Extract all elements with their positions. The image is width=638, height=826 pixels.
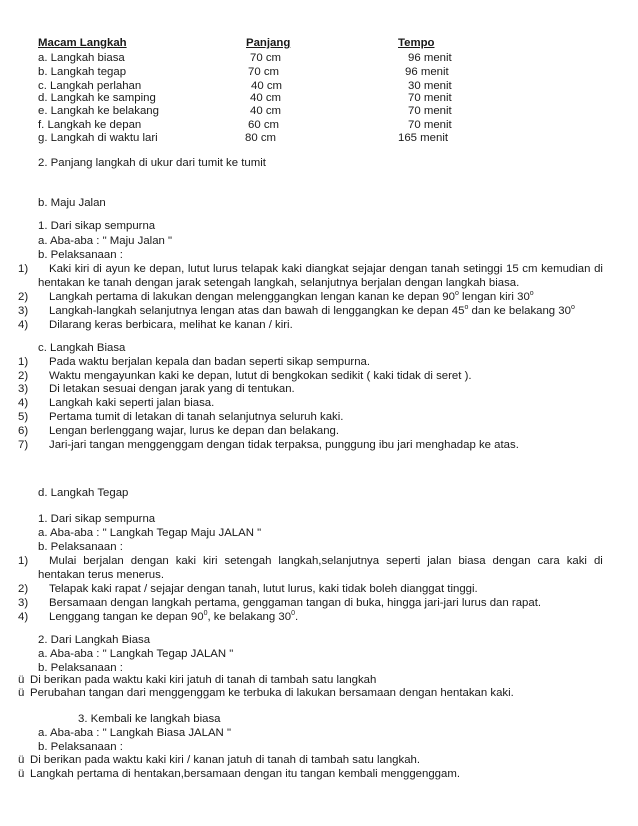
justified-line [49,554,603,568]
word: diangkat [305,263,349,275]
word: seperti [386,555,421,567]
table-cell: 40 cm [251,80,283,92]
header-panjang: Panjang [246,37,291,49]
item-text: Bersamaan dengan langkah pertama, genggaman tangan di buka, hingga jari-jari lurus dan rapat. [49,597,542,609]
item-text: Langkah pertama di lakukan dengan melenggangkan lengan kanan ke depan 90$^o$ lengan kiri 30$^o$ [49,290,534,303]
item-number: 4) [18,397,29,409]
word: Mulai [49,555,77,567]
item-text: hentakan ke tanah dengan jarak setengah langkah, selanjutnya berjalan dengan langkah biasa. [38,277,520,289]
table-cell: 40 cm [250,105,282,117]
item-number: 4) [18,611,29,623]
table-cell: c. Langkah perlahan [38,80,142,92]
table-cell: 165 menit [398,132,449,144]
item-text: Pada waktu berjalan kepala dan badan seperti sikap sempurna. [49,356,371,368]
word: dengan [130,555,169,567]
word: berjalan [83,555,124,567]
word: kaki [566,555,587,567]
word: biasa [458,555,486,567]
word: sejajar [352,263,386,275]
item-number: 7) [18,439,29,451]
word: ke [133,263,146,275]
table-cell: 40 cm [250,92,282,104]
checkmark-bullet: ü [18,754,25,766]
table-cell: b. Langkah tegap [38,66,127,78]
word: 15 [506,263,519,275]
word: kiri [74,263,90,275]
checkmark-bullet: ü [18,674,25,686]
command-line: a. Aba-aba : " Langkah Biasa JALAN " [38,727,231,739]
subsection-heading: 1. Dari sikap sempurna [38,513,156,525]
section-title-maju-jalan: b. Maju Jalan [38,197,106,209]
item-text: Langkah kaki seperti jalan biasa. [49,397,215,409]
word: tanah [431,263,460,275]
item-number: 1) [18,555,29,567]
word: Kaki [49,263,72,275]
table-cell: 80 cm [245,132,277,144]
bullet-text: Di berikan pada waktu kaki kiri / kanan jatuh di tanah di tambah satu langkah. [30,754,421,766]
word: setinggi [463,263,503,275]
table-cell: 96 menit [405,66,449,78]
word: kiri [202,555,218,567]
table-cell: 60 cm [248,119,280,131]
command-line: a. Aba-aba : " Langkah Tegap JALAN " [38,648,234,660]
section-title-langkah-biasa: c. Langkah Biasa [38,342,126,354]
word: di [594,263,603,275]
word: cm [522,263,538,275]
table-cell: 70 cm [248,66,280,78]
bullet-text: Langkah pertama di hentakan,bersamaan dengan itu tangan kembali menggenggam. [30,768,460,780]
item-number: 5) [18,411,29,423]
item-text: Langkah-langkah selanjutnya lengan atas dan bawah di lenggangkan ke depan 45$^o$ dan ke belakang 30$^o$ [49,304,575,317]
word: cara [537,555,560,567]
command-line: a. Aba-aba : " Langkah Tegap Maju JALAN " [38,527,262,539]
word: kaki [281,263,302,275]
justified-line [49,262,603,276]
execution-label: b. Pelaksanaan : [38,249,123,261]
table-cell: f. Langkah ke depan [38,119,142,131]
word: jalan [427,555,452,567]
item-text: hentakan terus menerus. [38,569,165,581]
item-text: Jari-jari tangan menggenggam dengan tidak terpaksa, punggung ibu jari menghadap ke atas. [49,439,519,451]
header-tempo: Tempo [398,37,435,49]
bullet-text: Perubahan tangan dari menggenggam ke terbuka di lakukan bersamaan dengan hentakan kaki. [30,687,514,699]
word: dengan [492,555,531,567]
table-cell: 30 menit [408,80,452,92]
subsection-heading: 2. Dari Langkah Biasa [38,634,151,646]
checkmark-bullet: ü [18,687,25,699]
item-number: 6) [18,425,29,437]
note-measurement: 2. Panjang langkah di ukur dari tumit ke tumit [38,157,266,169]
execution-label: b. Pelaksanaan : [38,662,123,674]
item-text: Lengan berlenggang wajar, lurus ke depan dan belakang. [49,425,340,437]
execution-label: b. Pelaksanaan : [38,541,123,553]
table-cell: 96 menit [408,52,452,64]
section-title-langkah-tegap: d. Langkah Tegap [38,487,129,499]
item-number: 4) [18,319,29,331]
table-cell: 70 cm [250,52,282,64]
item-number: 3) [18,305,29,317]
table-cell: 70 menit [408,105,452,117]
item-number: 2) [18,583,29,595]
word: telapak [241,263,279,275]
word: langkah,selanjutnya [278,555,380,567]
item-text: Dilarang keras berbicara, melihat ke kanan / kiri. [49,319,293,331]
item-text: Waktu mengayunkan kaki ke depan, lutut di bengkokan sedikit ( kaki tidak di seret ). [49,370,472,382]
item-number: 2) [18,370,29,382]
item-text: Di letakan sesuai dengan jarak yang di tentukan. [49,383,295,395]
table-cell: 70 menit [408,119,452,131]
word: dengan [389,263,428,275]
bullet-text: Di berikan pada waktu kaki kiri jatuh di tanah di tambah satu langkah [30,674,377,686]
item-number: 3) [18,597,29,609]
header-macam-langkah: Macam Langkah [38,37,127,49]
word: setengah [224,555,272,567]
subsection-heading: 3. Kembali ke langkah biasa [78,713,221,725]
word: kemudian [541,263,591,275]
table-cell: a. Langkah biasa [38,52,125,64]
table-cell: e. Langkah ke belakang [38,105,159,117]
execution-label: b. Pelaksanaan : [38,741,123,753]
word: depan, [149,263,185,275]
item-text: Pertama tumit di letakan di tanah selanjutnya seluruh kaki. [49,411,344,423]
item-number: 3) [18,383,29,395]
table-cell: 70 menit [408,92,452,104]
word: di [593,555,603,567]
item-text: Telapak kaki rapat / sejajar dengan tanah, lutut lurus, kaki tidak boleh dianggat tinggi. [49,583,478,595]
table-cell: g. Langkah di waktu lari [38,132,158,144]
item-text: Lenggang tangan ke depan $90^0$, ke belakang $30^0$. [49,610,299,623]
word: di [92,263,102,275]
command-line: a. Aba-aba : " Maju Jalan " [38,235,173,247]
subsection-heading: 1. Dari sikap sempurna [38,220,156,232]
word: ayun [105,263,131,275]
word: kaki [175,555,196,567]
word: lurus [212,263,238,275]
item-number: 2) [18,291,29,303]
checkmark-bullet: ü [18,768,25,780]
table-cell: d. Langkah ke samping [38,92,156,104]
item-number: 1) [18,356,29,368]
item-number: 1) [18,263,29,275]
word: lutut [187,263,210,275]
